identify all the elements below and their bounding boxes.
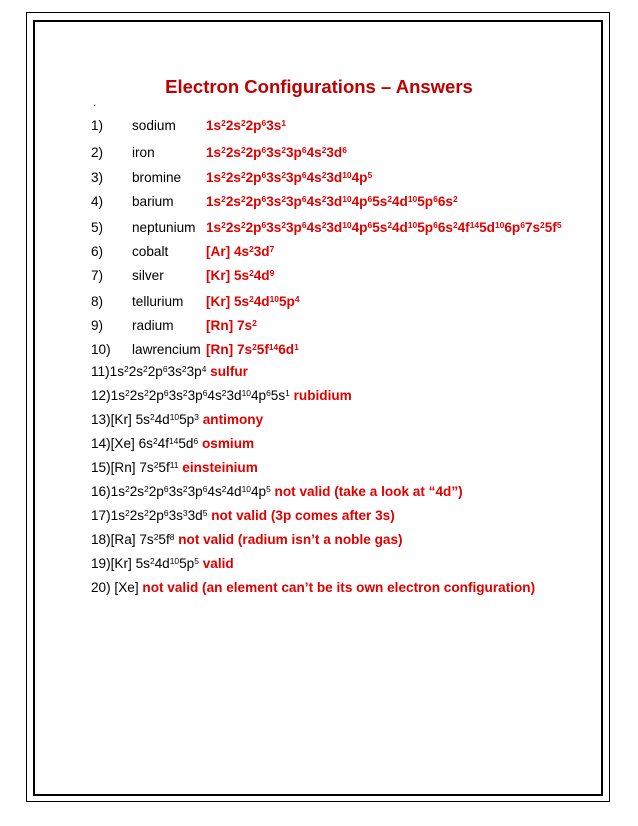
element-name: lawrencium [132,342,201,357]
stray-mark: . [93,95,97,109]
electron-configuration: [Rn] $7s^25f^{14}6d^1$ [206,342,299,357]
element-name: iron [132,145,155,160]
item-number: 7) [91,268,104,283]
answer-row: $12)1s^22s^22p^63s^23p^64s^23d^{10}4p^65s^1$ rubidium [91,388,352,403]
answer-row: 20) [Xe] not valid (an element can’t be its own electron configuration) [91,580,536,595]
item-number: 5) [91,220,104,235]
item-number: 6) [91,244,104,259]
answer-row: 18)[Ra] $7s^25f^8$ not valid (radium isn’t a noble gas) [91,532,403,547]
item-number: 1) [91,118,104,133]
item-number: 8) [91,294,104,309]
electron-configuration: $1s^22s^22p^63s^23p^64s^23d^{10}4p^5$ [206,170,373,185]
electron-configuration: $1s^22s^22p^63s^23p^64s^23d^6$ [206,145,347,160]
item-number: 3) [91,170,104,185]
electron-configuration: [Kr] $5s^24d^9$ [206,268,275,283]
item-number: 2) [91,145,104,160]
element-name: sodium [132,118,176,133]
element-name: silver [132,268,164,283]
element-name: tellurium [132,294,184,309]
answer-row: 13)[Kr] $5s^24d^{10}5p^3$ antimony [91,412,264,427]
electron-configuration: $1s^22s^22p^63s^23p^64s^23d^{10}4p^65s^24d^{10}5p^66s^24f^{14}5d^{10}6p^67s^25f^5$ [206,220,562,235]
item-number: 9) [91,318,104,333]
electron-configuration: [Ar] $4s^23d^7$ [206,244,275,259]
item-number: 4) [91,194,104,209]
electron-configuration: [Kr] $5s^24d^{10}5p^4$ [206,294,300,309]
electron-configuration: [Rn] $7s^2$ [206,318,257,333]
element-name: cobalt [132,244,169,259]
page-title: Electron Configurations – Answers [165,76,473,97]
element-name: barium [132,194,174,209]
electron-configuration: $1s^22s^22p^63s^23p^64s^23d^{10}4p^65s^24d^{10}5p^66s^2$ [206,194,458,209]
page-border-inner [33,20,603,796]
answer-row: $11)1s^22s^22p^63s^23p^4$ sulfur [91,364,248,379]
element-name: bromine [132,170,182,185]
item-number: 10) [91,342,111,357]
element-name: radium [132,318,174,333]
answer-row: 19)[Kr] $5s^24d^{10}5p^5$ valid [91,556,234,571]
answer-row: 14)[Xe] $6s^24f^{14}5d^6$ osmium [91,436,255,451]
answer-row: 15)[Rn] $7s^25f^{11}$ einsteinium [91,460,258,475]
electron-configuration: $1s^22s^22p^63s^1$ [206,118,286,133]
element-name: neptunium [132,220,196,235]
answer-row: $17)1s^22s^22p^63s^33d^5$ not valid (3p comes after 3s) [91,508,395,523]
answer-row: $16)1s^22s^22p^63s^23p^64s^24d^{10}4p^5$ not valid (take a look at “4d”) [91,484,463,499]
